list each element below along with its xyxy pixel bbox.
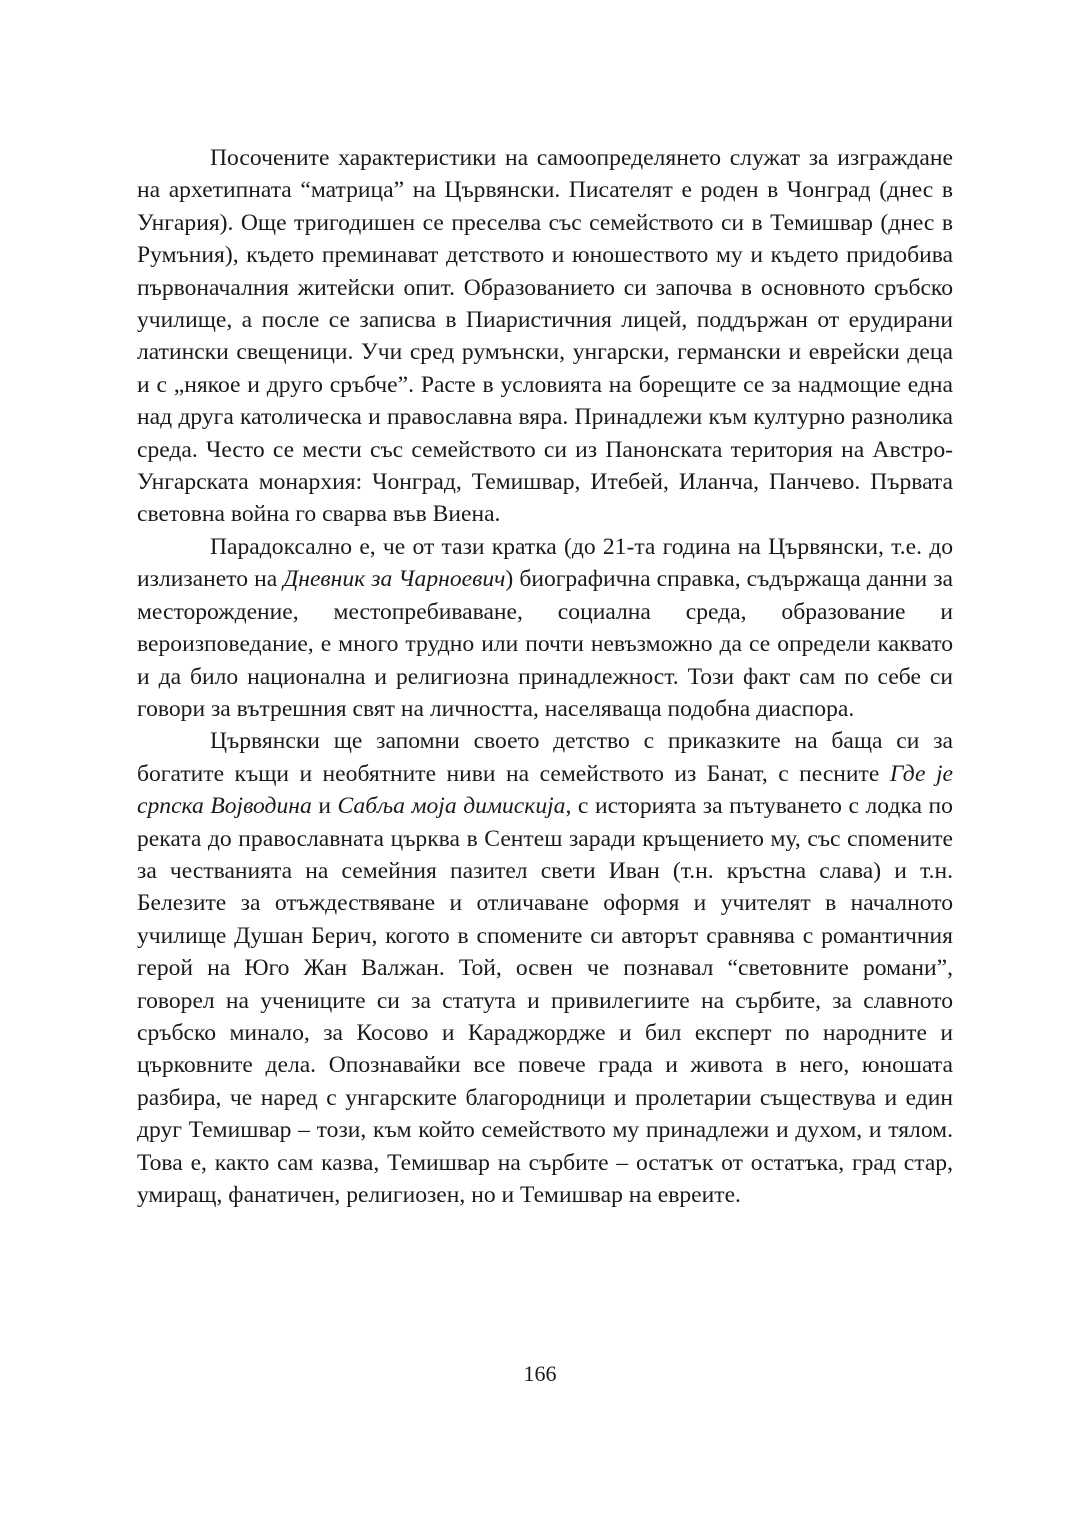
page-number: 166 bbox=[523, 1361, 557, 1386]
paragraph-text: Цървянски ще запомни своето детство с приказките на баща си за богатите къщи и необятните ниви на семейството из Банат, с песните bbox=[137, 728, 953, 787]
italic-title: Сабља моја димискија bbox=[337, 793, 566, 820]
paragraph-text: и bbox=[311, 793, 338, 820]
page-body bbox=[137, 142, 953, 1211]
paragraph-text: Посочените характеристики на самоопределянето служат за изграждане на архетипната “матрица” на Цървянски. Писателят е роден в Чонград (днес в Унгария). Още тригодишен се преселва със семейството си в Темишвар (днес в Румъния), където преминават детството и юношеството му и където придобива първоначалния житейски опит. Образованието си започва в основното сръбско училище, а после се записва в Пиаристичния лицей, поддържан от ерудирани латински свещеници. Учи сред румънски, унгарски, германски и еврейски деца и с „някое и друго сръбче”. Расте в условията на борещите се за надмощие една над друга католическа и православна вяра. Принадлежи към културно разнолика среда. Често се мести със семейството си из Панонската територия на Австро-Унгарската монархия: Чонград, Темишвар, Итебей, Иланча, Панчево. Първата световна война го сварва във Виена. bbox=[137, 145, 953, 528]
paragraph bbox=[137, 725, 953, 1211]
italic-title: Где је српска Војводина bbox=[137, 760, 953, 820]
paragraph-text: Парадоксално е, че от тази кратка (до 21-та година на Цървянски, т.е. до излизането на bbox=[137, 533, 953, 593]
italic-title: Дневник за Чарноевич bbox=[283, 566, 506, 593]
paragraph-text: ) биографична справка, съдържаща данни за месторождение, местопребиваване, социална среда, образование и вероизповедание, е много трудно или почти невъзможно да се определи каквато и да било национална и религиозна принадлежност. Този факт сам по себе си говори за вътрешния свят на личността, населяваща подобна диаспора. bbox=[137, 566, 953, 722]
paragraph bbox=[137, 142, 953, 531]
paragraph-text: , с историята за пътуването с лодка по реката до православната църква в Сентеш заради кръщението му, със спомените за честванията на семейния пазител свети Иван (т.н. кръстна слава) и т.н. Белезите за отъждествяване и отличаване оформя и учителят в началното училище Душан Берич, когото в спомените си авторът сравнява с романтичния герой на Юго Жан Валжан. Той, освен че познавал “световните романи”, говорел на учениците си за статута и привилегиите на сърбите, за славното сръбско минало, за Косово и Караджордже и бил експерт по народните и църковните дела. Опознавайки все повече града и живота в него, юношата разбира, че наред с унгарските благородници и пролетарии съществува и един друг Темишвар – този, към който семейството му принадлежи и духом, и тялом. Това е, както сам казва, Темишвар на сърбите – остатък от остатъка, град стар, умиращ, фанатичен, религиозен, но и Темишвар на евреите. bbox=[137, 793, 953, 1208]
paragraph bbox=[137, 531, 953, 725]
